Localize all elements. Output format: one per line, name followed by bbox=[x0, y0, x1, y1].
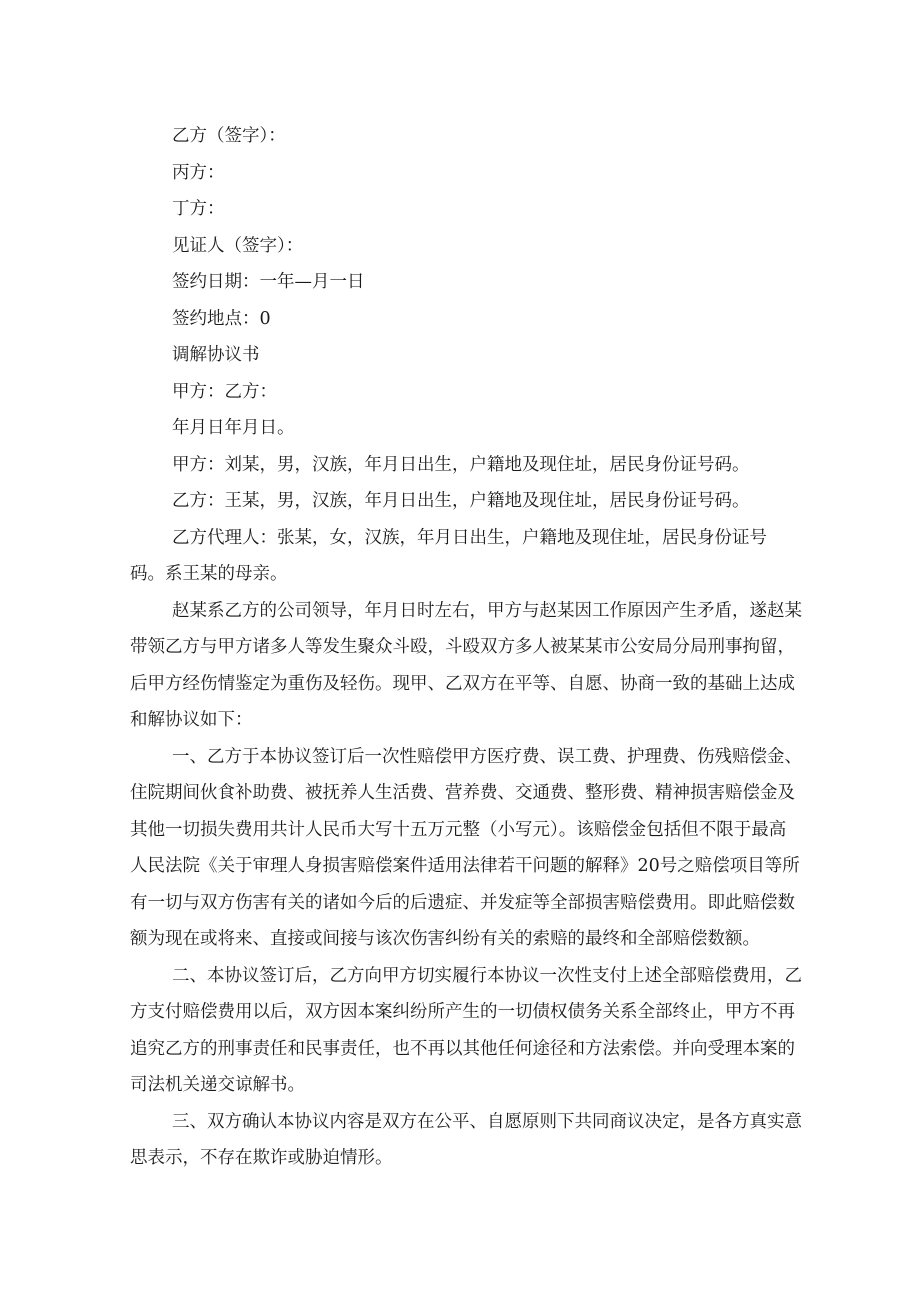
clause-2-line-1: 二、本协议签订后，乙方向甲方切实履行本协议一次性支付上述全部赔偿费用，乙 bbox=[172, 965, 802, 986]
signature-party-b: 乙方（签字）： bbox=[172, 126, 286, 146]
clause-1-line-4: 人民法院《关于审理人身损害赔偿案件适用法律若干问题的解释》20号之赔偿项目等所 bbox=[130, 856, 800, 876]
clause-1 bbox=[130, 739, 802, 958]
signature-witness: 见证人（签字）： bbox=[172, 235, 304, 256]
background-line-4: 和解协议如下： bbox=[130, 710, 253, 730]
parties-line: 甲方：乙方： bbox=[172, 381, 277, 402]
background-line-2: 带领乙方与甲方诸多人等发生聚众斗殴，斗殴双方多人被某某市公安局分局刑事拘留， bbox=[130, 637, 795, 657]
clause-3 bbox=[130, 1104, 802, 1177]
document-title: 调解协议书 bbox=[172, 345, 260, 365]
clause-1-line-6: 额为现在或将来、直接或间接与该次伤害纠纷有关的索赔的最终和全部赔偿数额。 bbox=[130, 929, 760, 949]
clause-3-line-2: 思表示，不存在欺诈或胁迫情形。 bbox=[130, 1148, 393, 1168]
background-line-3: 后甲方经伤情鉴定为重伤及轻伤。现甲、乙双方在平等、自愿、协商一致的基础上达成 bbox=[130, 673, 795, 694]
signature-party-d: 丁方： bbox=[172, 199, 225, 219]
clause-3-line-1: 三、双方确认本协议内容是双方在公平、自愿原则下共同商议决定，是各方真实意 bbox=[172, 1111, 802, 1132]
signature-party-c: 丙方： bbox=[172, 162, 225, 183]
clause-2-line-4: 司法机关递交谅解书。 bbox=[130, 1075, 305, 1095]
clause-1-line-3: 其他一切损失费用共计人民币大写十五万元整（小写元）。该赔偿金包括但不限于最高 bbox=[130, 819, 787, 840]
signing-place: 签约地点：0 bbox=[172, 308, 271, 329]
signing-date: 签约日期：一年—月一日 bbox=[172, 272, 365, 292]
date-line: 年月日年月日。 bbox=[172, 418, 295, 438]
agent-line-1: 乙方代理人：张某，女，汉族，年月日出生，户籍地及现住址，居民身份证号 bbox=[172, 527, 767, 548]
clause-2 bbox=[130, 958, 802, 1104]
document-body bbox=[130, 118, 802, 1177]
party-b-info: 乙方：王某，男，汉族，年月日出生，户籍地及现住址，居民身份证号码。 bbox=[172, 491, 750, 511]
agent-line-2: 码。系王某的母亲。 bbox=[130, 564, 288, 584]
clause-1-line-5: 有一切与双方伤害有关的诸如今后的后遗症、并发症等全部损害赔偿费用。即此赔偿数 bbox=[130, 892, 795, 913]
party-a-info: 甲方：刘某，男，汉族，年月日出生，户籍地及现住址，居民身份证号码。 bbox=[172, 454, 750, 475]
clause-2-line-3: 追究乙方的刑事责任和民事责任，也不再以其他任何途径和方法索偿。并向受理本案的 bbox=[130, 1038, 795, 1059]
clause-1-line-2: 住院期间伙食补助费、被抚养人生活费、营养费、交通费、整形费、精神损害赔偿金及 bbox=[130, 783, 795, 803]
clause-1-line-1: 一、乙方于本协议签订后一次性赔偿甲方医疗费、误工费、护理费、伤残赔偿金、 bbox=[172, 746, 802, 767]
agent-info bbox=[130, 520, 802, 593]
background-line-1: 赵某系乙方的公司领导，年月日时左右，甲方与赵某因工作原因产生矛盾，遂赵某 bbox=[172, 600, 802, 621]
background-paragraph bbox=[130, 593, 802, 739]
clause-2-line-2: 方支付赔偿费用以后，双方因本案纠纷所产生的一切债权债务关系全部终止，甲方不再 bbox=[130, 1002, 795, 1022]
